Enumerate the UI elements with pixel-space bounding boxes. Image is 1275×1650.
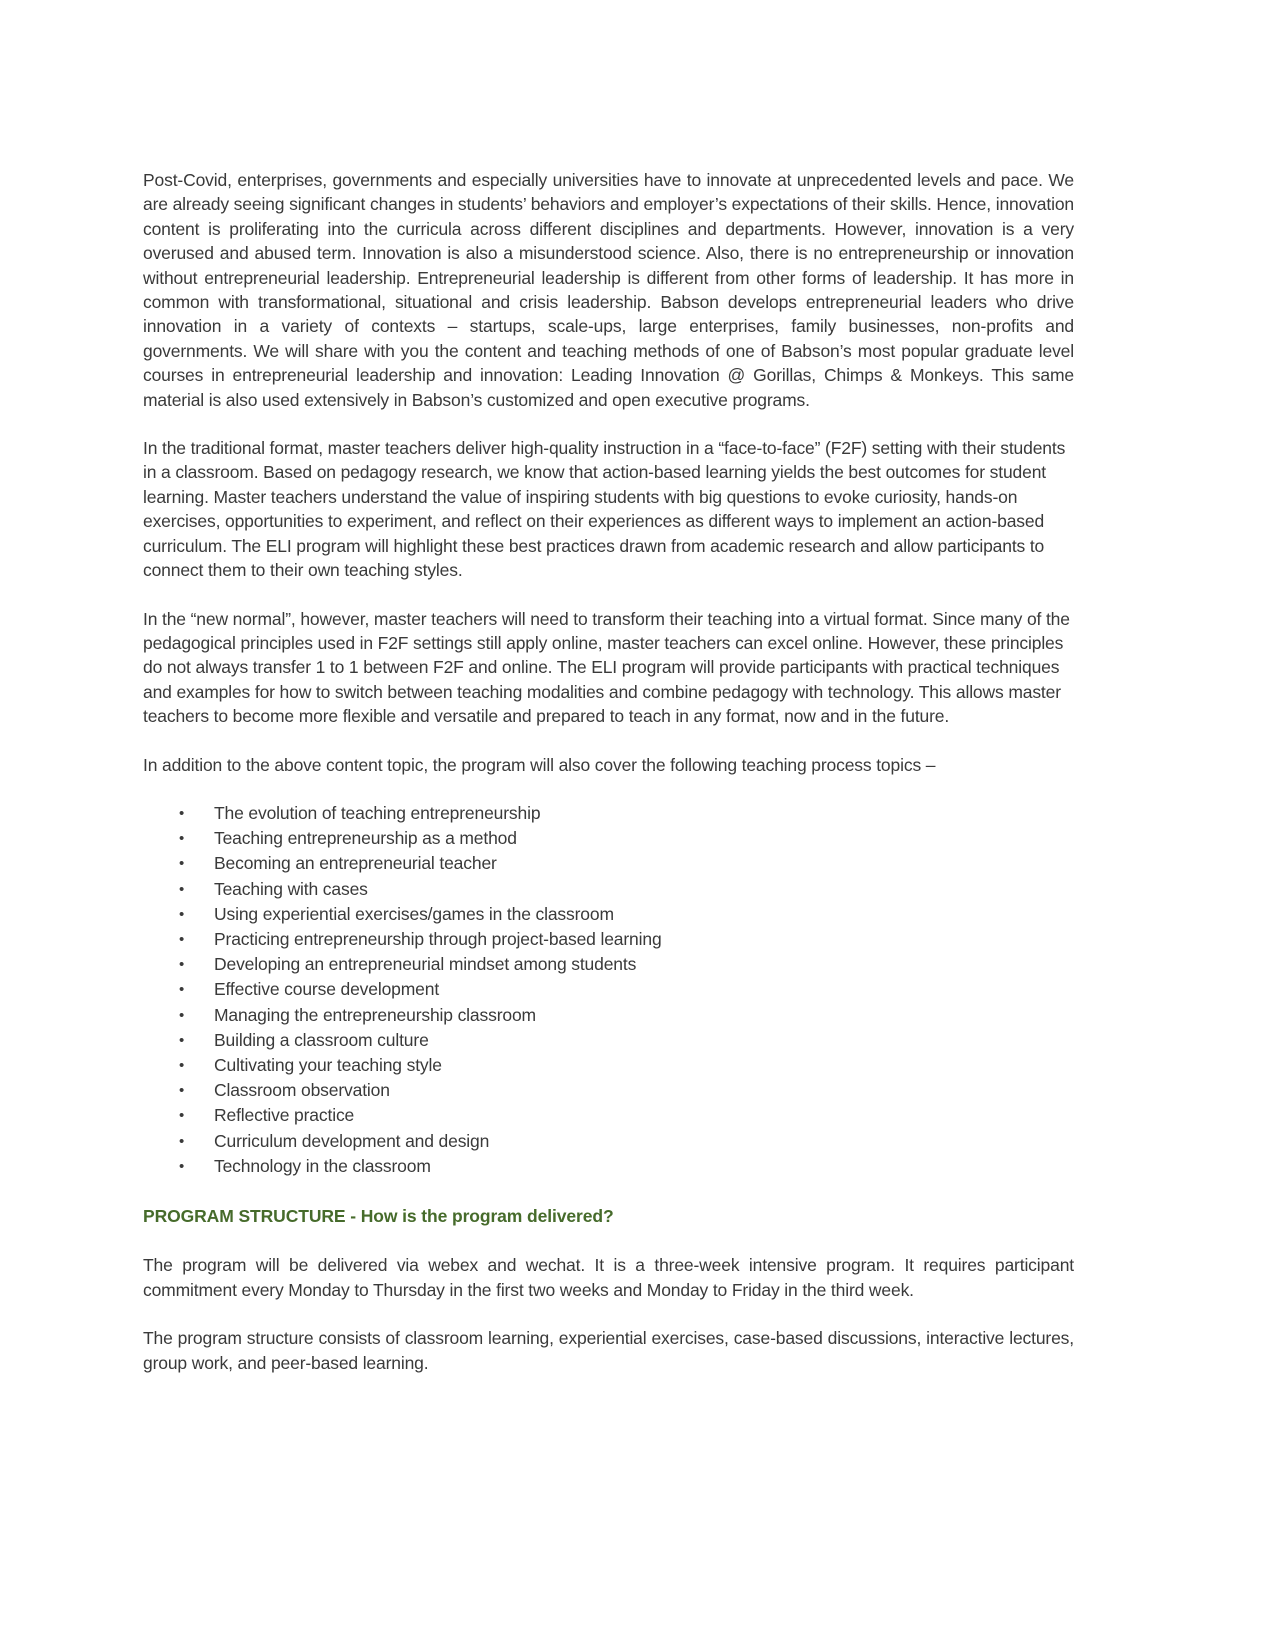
topic-item: • Building a classroom culture [143,1028,1074,1053]
topic-item: • Teaching entrepreneurship as a method [143,826,1074,851]
topic-item: • Reflective practice [143,1103,1074,1128]
paragraph-new-normal: In the “new normal”, however, master teachers will need to transform their teaching into a virtual format. Since many of the pedagogical principles used in F2F settings still apply online, master teachers can excel online. However, these principles do not always transfer 1 to 1 between F2F and online. The ELI program will provide participants with practical techniques and examples for how to switch between teaching modalities and combine pedagogy with technology. This allows master teachers to become more flexible and versatile and prepared to teach in any format, now and in the future. [143,608,1070,727]
paragraph-post-covid: Post-Covid, enterprises, governments and especially universities have to innovate at unprecedented levels and pace. We are already seeing significant changes in students’ behaviors and employer’s expectations of their skills. Hence, innovation content is proliferating into the curricula across different disciplines and departments. However, innovation is a very overused and abused term. Innovation is also a misunderstood science. Also, there is no entrepreneurship or innovation without entrepreneurial leadership. Entrepreneurial leadership is different from other forms of leadership. It has more in common with transformational, situational and crisis leadership. Babson develops entrepreneurial leaders who drive innovation in a variety of contexts – startups, scale-ups, large enterprises, family businesses, non-profits and governments. We will share with you the content and teaching methods of one of Babson’s most popular graduate level courses in entrepreneurial leadership and innovation: Leading Innovation @ Gorillas, Chimps & Monkeys. This same material is also used extensively in Babson’s customized and open executive programs. [143,170,1074,410]
topic-item: • Using experiential exercises/games in the classroom [143,902,1074,927]
document-content [143,168,1074,1399]
topic-item: • Teaching with cases [143,877,1074,902]
topic-item: • Becoming an entrepreneurial teacher [143,851,1074,876]
paragraph-topics-intro: In addition to the above content topic, the program will also cover the following teaching process topics – [143,754,936,775]
topic-item: • Managing the entrepreneurship classroom [143,1003,1074,1028]
section-heading-program-structure: PROGRAM STRUCTURE - How is the program delivered? [143,1205,614,1226]
topic-item: • Effective course development [143,977,1074,1002]
topic-item: • Technology in the classroom [143,1154,1074,1179]
paragraph-delivery: The program will be delivered via webex and wechat. It is a three-week intensive program. It requires participant commitment every Monday to Thursday in the first two weeks and Monday to Friday in the third week. [143,1255,1074,1300]
topic-item: • Curriculum development and design [143,1129,1074,1154]
topic-item: • Cultivating your teaching style [143,1053,1074,1078]
topics-list [143,801,1074,1179]
paragraph-structure: The program structure consists of classroom learning, experiential exercises, case-based discussions, interactive lectures, group work, and peer-based learning. [143,1328,1074,1373]
topic-item: • Classroom observation [143,1078,1074,1103]
paragraph-traditional-format: In the traditional format, master teachers deliver high-quality instruction in a “face-to-face” (F2F) setting with their students in a classroom. Based on pedagogy research, we know that action-based learning yields the best outcomes for student learning. Master teachers understand the value of inspiring students with big questions to evoke curiosity, hands-on exercises, opportunities to experiment, and reflect on their experiences as different ways to implement an action-based curriculum. The ELI program will highlight these best practices drawn from academic research and allow participants to connect them to their own teaching styles. [143,438,1066,581]
topic-item: • Practicing entrepreneurship through project-based learning [143,927,1074,952]
topic-item: • Developing an entrepreneurial mindset among students [143,952,1074,977]
topic-item: • The evolution of teaching entrepreneurship [143,801,1074,826]
